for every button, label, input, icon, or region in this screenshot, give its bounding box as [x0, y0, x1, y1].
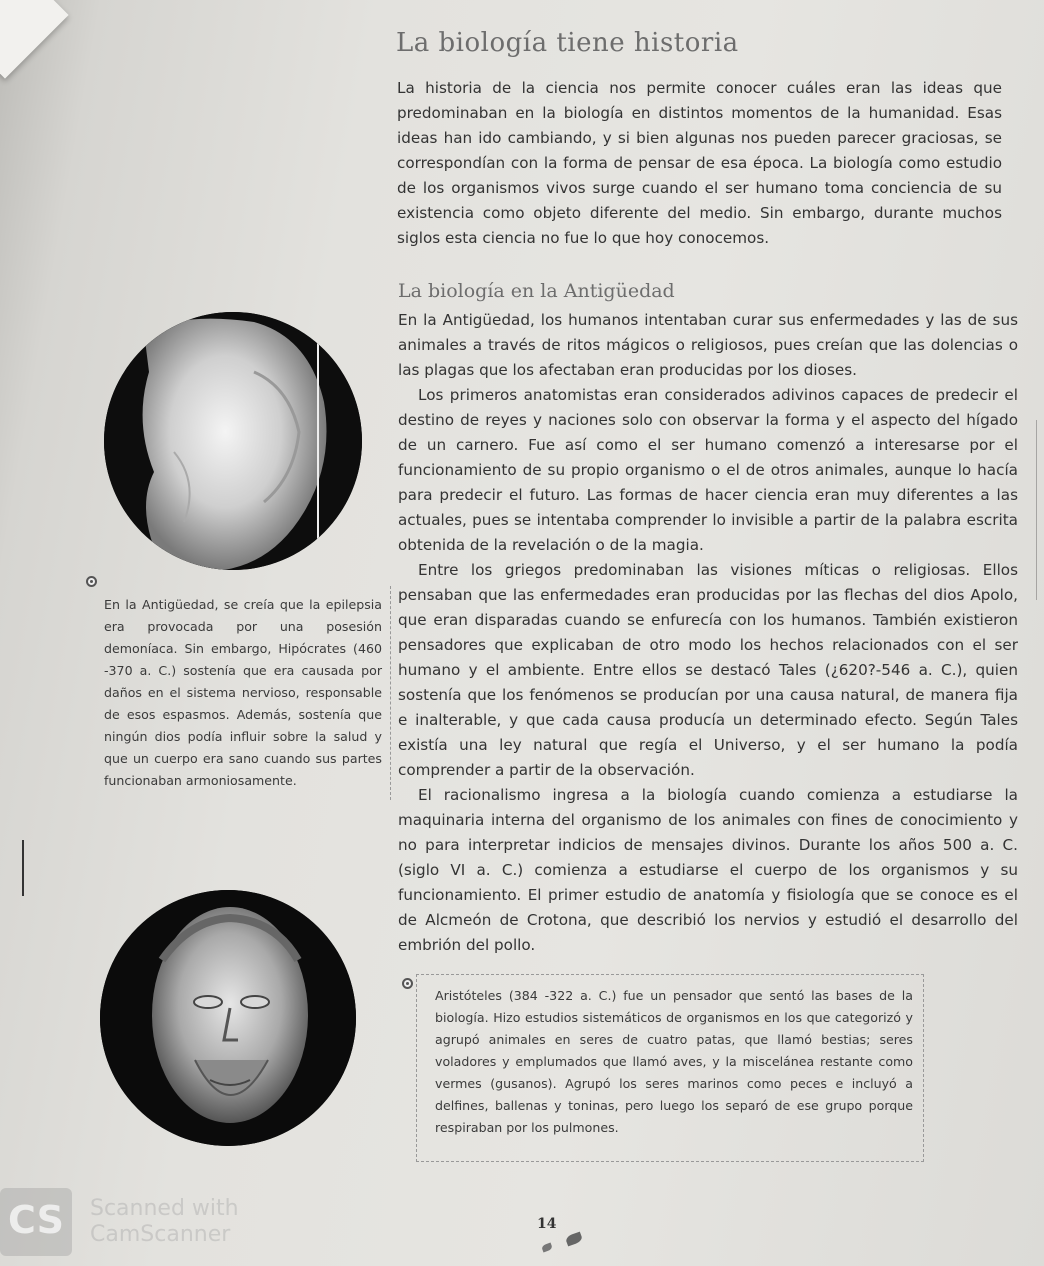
margin-mark: [22, 840, 24, 896]
leaf-ornament-icon: [541, 1243, 553, 1253]
page-corner-fold: [0, 0, 69, 79]
hippocrates-portrait: [104, 312, 362, 570]
section-body: [398, 308, 1018, 958]
section-paragraph: Entre los griegos predominaban las visiones míticas o religiosas. Ellos pensaban que las enfermedades eran producidas por las flechas del dios Apolo, que eran disparadas cuando se enfurecía con los humanos. También existieron pensadores que explicaban de otro modo los hechos relacionados con el ser humano y el ambiente. Entre ellos se destacó Tales (¿620?-546 a. C.), quien sostenía que los fenómenos se producían por una causa natural, de manera fija e inalterable, y que cada causa producía un determinado efecto. Según Tales existía una ley natural que regía el Universo, y el ser humano la podía comprender a partir de la observación.: [398, 561, 1018, 779]
aristotle-portrait: [100, 890, 356, 1146]
aristotle-caption: Aristóteles (384 -322 a. C.) fue un pensador que sentó las bases de la biología. Hizo estudios sistemáticos de organismos en los que categorizó y agrupó animales en seres de cuatro patas, que llamó bestias; seres voladores y emplumados que llamó aves, y la miscelánea restante como vermes (gusanos). Agrupó los seres marinos como peces e incluyó a delfines, ballenas y toninas, pero luego los separó de ese grupo porque respiraban por los pulmones.: [416, 974, 924, 1162]
edge-mark: [1036, 420, 1043, 600]
hippocrates-caption: En la Antigüedad, se creía que la epilepsia era provocada por una posesión demoníaca. Sin embargo, Hipócrates (460 -370 a. C.) sostenía que era causada por daños en el sistema nervioso, responsable de esos espasmos. Además, sostenía que ningún dios podía influir sobre la salud y que un cuerpo era sano cuando sus partes funcionaban armoniosamente.: [96, 586, 391, 800]
section-paragraph: Los primeros anatomistas eran considerados adivinos capaces de predecir el destino de reyes y naciones solo con observar la forma y el aspecto del hígado de un carnero. Fue así como el ser humano comenzó a interesarse por el funcionamiento de su propio organismo o el de otros animales, aunque lo hacía para predecir el futuro. Las formas de hacer ciencia eran muy diferentes a las actuales, pues se intentaba comprender lo invisible a partir de la palabra escrita obtenida de la revelación o de la magia.: [398, 386, 1018, 554]
section-heading: La biología en la Antigüedad: [398, 280, 675, 302]
intro-paragraph: La historia de la ciencia nos permite conocer cuáles eran las ideas que predominaban en la biología en distintos momentos de la humanidad. Esas ideas han ido cambiando, y si bien algunas nos pueden parecer graciosas, se correspondían con la forma de pensar de esa época. La biología como estudio de los organismos vivos surge cuando el ser humano toma conciencia de su existencia como objeto diferente del medio. Sin embargo, durante muchos siglos esta ciencia no fue lo que hoy conocemos.: [397, 79, 1002, 247]
section-paragraph: En la Antigüedad, los humanos intentaban curar sus enfermedades y las de sus animales a través de ritos mágicos o religiosos, pues creían que las dolencias o las plagas que los afectaban eran producidas por los dioses.: [398, 311, 1018, 379]
leaf-ornament-icon: [565, 1232, 583, 1247]
page-title: La biología tiene historia: [396, 28, 739, 58]
page-number: 14: [537, 1216, 557, 1232]
caption-bullet-icon: [402, 978, 413, 989]
camscanner-logo-icon: CS: [0, 1188, 72, 1256]
scanner-watermark: Scanned with CamScanner: [90, 1196, 239, 1247]
section-paragraph: El racionalismo ingresa a la biología cuando comienza a estudiarse la maquinaria interna del organismo de los animales con fines de conocimiento y no para interpretar indicios de mensajes divinos. Durante los años 500 a. C. (siglo VI a. C.) comienza a estudiarse el cuerpo de los organismos y su funcionamiento. El primer estudio de anatomía y fisiología que se conoce es el de Alcmeón de Crotona, que describió los nervios y estudió el desarrollo del embrión del pollo.: [398, 786, 1018, 954]
